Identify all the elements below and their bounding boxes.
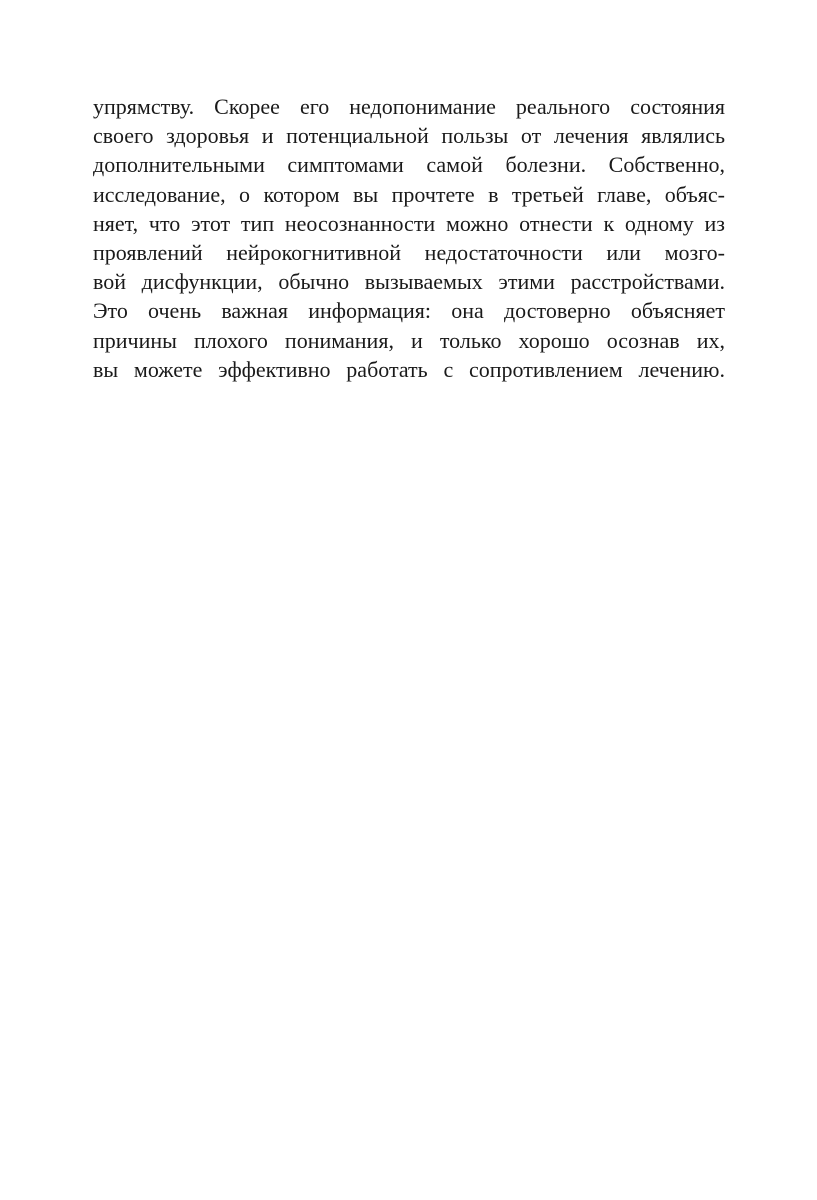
text-line: своего здоровья и потенциальной пользы от лечения являлись xyxy=(93,123,725,149)
text-line: исследование, о котором вы прочтете в третьей главе, объяс- xyxy=(93,181,725,207)
text-line: няет, что этот тип неосознанности можно отнести к одному из xyxy=(93,210,725,236)
text-line: вой дисфункции, обычно вызываемых этими расстройствами. xyxy=(93,269,725,295)
text-line: дополнительными симптомами самой болезни. Собственно, xyxy=(93,152,725,178)
text-line: Это очень важная информация: она достоверно объясняет xyxy=(93,298,725,324)
body-paragraph xyxy=(93,92,725,384)
text-line: вы можете эффективно работать с сопротивлением лечению. xyxy=(93,356,725,382)
text-line: упрямству. Скорее его недопонимание реального состояния xyxy=(93,94,725,119)
text-line: проявлений нейрокогнитивной недостаточности или мозго- xyxy=(93,239,725,265)
text-line: причины плохого понимания, и только хорошо осознав их, xyxy=(93,327,725,353)
